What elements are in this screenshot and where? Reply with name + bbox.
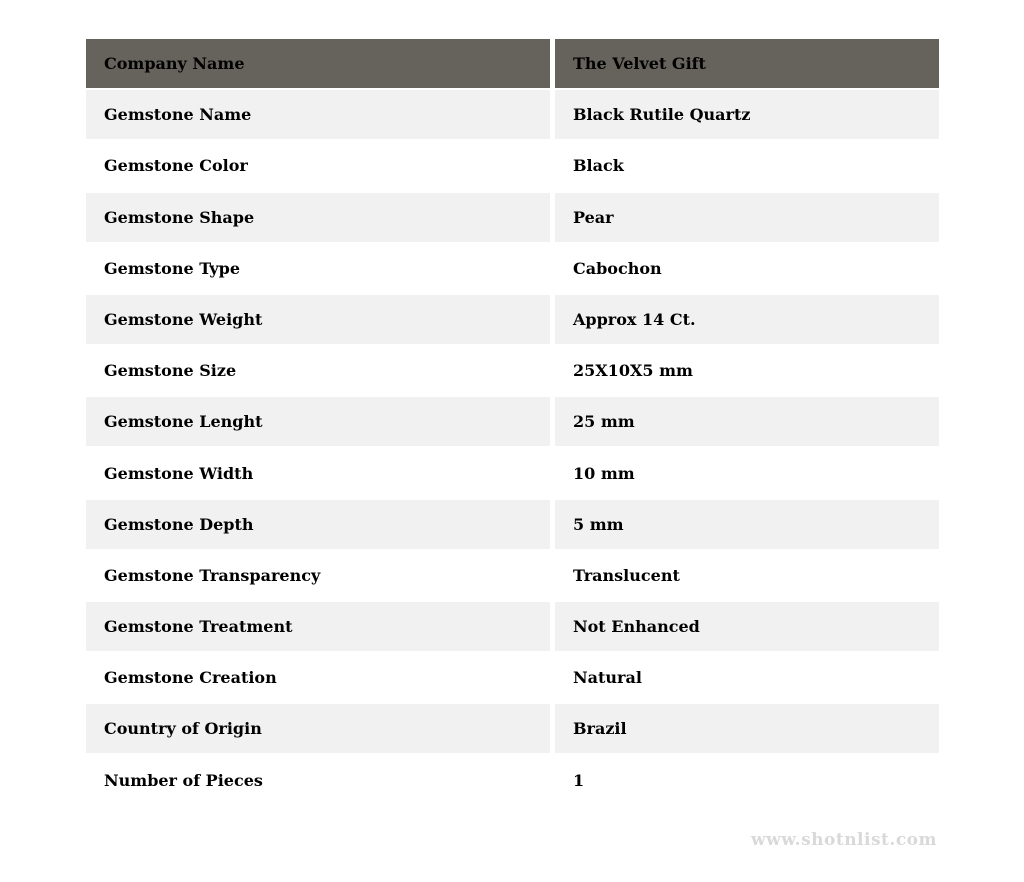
- spec-value-cell: Not Enhanced: [555, 602, 939, 651]
- spec-label-cell: Gemstone Shape: [86, 193, 550, 242]
- spec-label-cell: Gemstone Lenght: [86, 397, 550, 446]
- spec-label-cell: Gemstone Type: [86, 244, 550, 293]
- spec-label-cell: Gemstone Transparency: [86, 551, 550, 600]
- spec-value-cell: 10 mm: [555, 449, 939, 498]
- spec-label-cell: Gemstone Treatment: [86, 602, 550, 651]
- spec-value-cell: 5 mm: [555, 500, 939, 549]
- spec-value-cell: Brazil: [555, 704, 939, 753]
- spec-value-cell: Black Rutile Quartz: [555, 90, 939, 139]
- spec-value-cell: Natural: [555, 653, 939, 702]
- watermark: www.shotnlist.com: [750, 830, 937, 850]
- spec-label-cell: Gemstone Creation: [86, 653, 550, 702]
- spec-table: [86, 39, 939, 805]
- spec-value-cell: 1: [555, 756, 939, 805]
- spec-value-cell: Pear: [555, 193, 939, 242]
- spec-label-cell: Gemstone Width: [86, 449, 550, 498]
- spec-label-cell: Country of Origin: [86, 704, 550, 753]
- spec-value-cell: 25X10X5 mm: [555, 346, 939, 395]
- spec-label-cell: Gemstone Depth: [86, 500, 550, 549]
- spec-label-cell: Gemstone Color: [86, 141, 550, 190]
- spec-label-cell: Gemstone Size: [86, 346, 550, 395]
- spec-value-cell: Black: [555, 141, 939, 190]
- spec-value-cell: 25 mm: [555, 397, 939, 446]
- spec-label-cell: Number of Pieces: [86, 756, 550, 805]
- spec-value-cell: Approx 14 Ct.: [555, 295, 939, 344]
- header-cell-company-name: Company Name: [86, 39, 550, 88]
- spec-value-cell: Translucent: [555, 551, 939, 600]
- spec-value-cell: Cabochon: [555, 244, 939, 293]
- header-cell-company-value: The Velvet Gift: [555, 39, 939, 88]
- spec-label-cell: Gemstone Weight: [86, 295, 550, 344]
- spec-label-cell: Gemstone Name: [86, 90, 550, 139]
